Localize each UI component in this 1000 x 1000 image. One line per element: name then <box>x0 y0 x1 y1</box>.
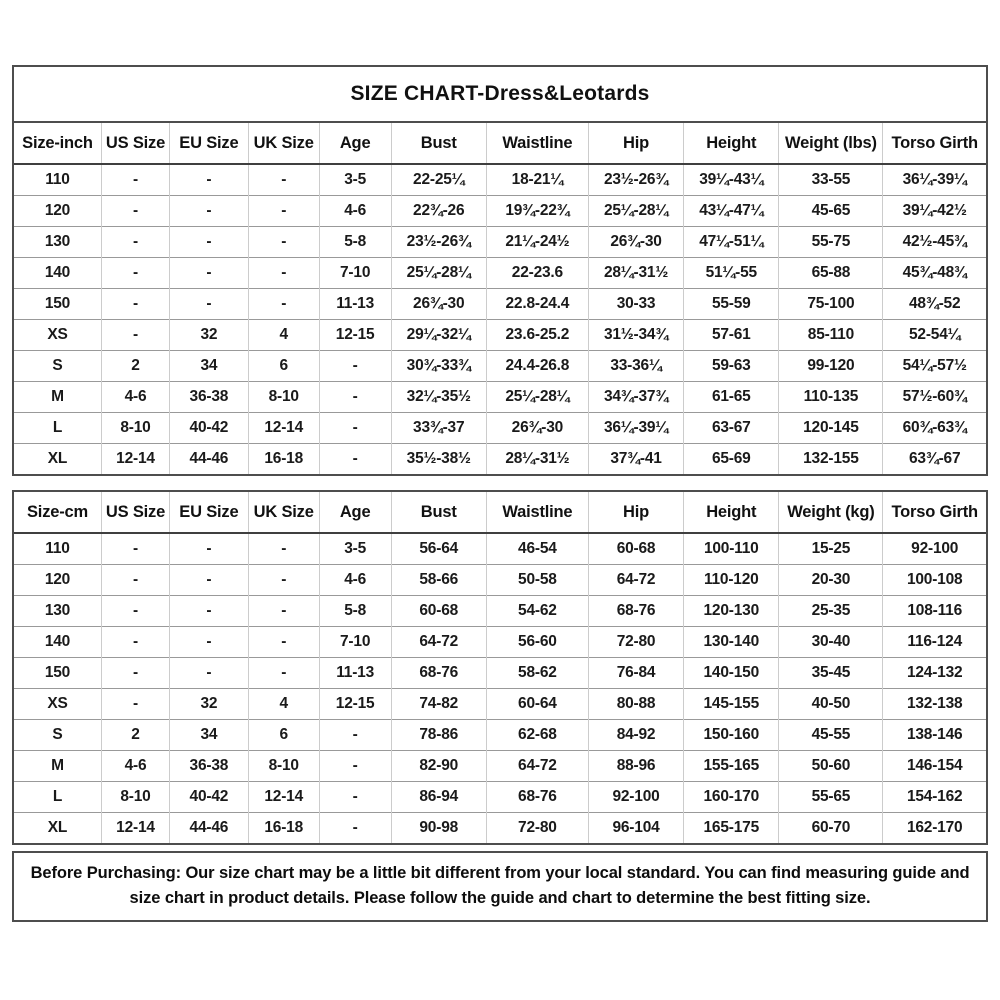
table-cell: 138-146 <box>883 720 986 751</box>
table-cell: 44-46 <box>170 813 249 844</box>
table-row <box>14 565 986 596</box>
table-cell: 165-175 <box>684 813 779 844</box>
table-cell: 34¾-37¾ <box>588 382 683 413</box>
table-cell: 90-98 <box>391 813 486 844</box>
table-cell: 6 <box>248 720 319 751</box>
size-table-cm <box>14 492 986 843</box>
table-row <box>14 751 986 782</box>
table-cell: 36-38 <box>170 751 249 782</box>
table-cell: 15-25 <box>779 533 883 565</box>
table-cell: 50-58 <box>486 565 588 596</box>
column-header: Size-cm <box>14 492 101 533</box>
table-cell: 88-96 <box>588 751 683 782</box>
table-cell: 140-150 <box>684 658 779 689</box>
table-cell: 12-14 <box>248 782 319 813</box>
purchase-note <box>12 851 988 922</box>
table-cell: 99-120 <box>779 351 883 382</box>
table-cell: 19¾-22¾ <box>486 196 588 227</box>
table-row <box>14 164 986 196</box>
table-cell: - <box>170 289 249 320</box>
table-cell: 63¾-67 <box>883 444 986 475</box>
table-cell: - <box>101 627 169 658</box>
table-cell: 110 <box>45 540 70 557</box>
table-cell: 24.4-26.8 <box>486 351 588 382</box>
table-cell: - <box>101 689 169 720</box>
table-cell: 33-55 <box>779 164 883 196</box>
table-cell: 44-46 <box>170 444 249 475</box>
table-row <box>14 258 986 289</box>
table-cell: - <box>101 289 169 320</box>
table-cell: 36¼-39¼ <box>883 164 986 196</box>
column-header: EU Size <box>170 123 249 164</box>
table-cell: 58-66 <box>391 565 486 596</box>
table-cell: 22-23.6 <box>486 258 588 289</box>
table-cell: - <box>101 258 169 289</box>
table-cell: 33¾-37 <box>391 413 486 444</box>
table-cell: 12-14 <box>248 413 319 444</box>
table-cell: 4-6 <box>101 382 169 413</box>
table-cell: 60-70 <box>779 813 883 844</box>
cm-table-box <box>12 490 988 845</box>
table-cell: 29¼-32¼ <box>391 320 486 351</box>
table-cell: 35½-38½ <box>391 444 486 475</box>
column-header: Bust <box>391 123 486 164</box>
table-cell: 84-92 <box>588 720 683 751</box>
table-cell: 42½-45¾ <box>883 227 986 258</box>
table-cell: 4 <box>248 320 319 351</box>
table-cell: - <box>248 533 319 565</box>
table-cell: 45¾-48¾ <box>883 258 986 289</box>
table-cell: 57-61 <box>684 320 779 351</box>
table-cell: 130 <box>14 227 101 258</box>
table-cell: 8-10 <box>101 413 169 444</box>
table-cell: 120-145 <box>779 413 883 444</box>
table-cell: 35-45 <box>779 658 883 689</box>
table-cell: L <box>14 782 101 813</box>
table-cell: 6 <box>248 351 319 382</box>
table-cell: 22-25¼ <box>391 164 486 196</box>
table-cell: 22¾-26 <box>391 196 486 227</box>
table-cell: 63-67 <box>684 413 779 444</box>
table-row <box>14 533 986 565</box>
table-cell: 26¾-30 <box>486 413 588 444</box>
table-cell: 140 <box>14 258 101 289</box>
table-cell: - <box>170 565 249 596</box>
table-cell: 43¼-47¼ <box>684 196 779 227</box>
table-cell: 54-62 <box>486 596 588 627</box>
table-row <box>14 444 986 475</box>
table-cell: 5-8 <box>319 596 391 627</box>
column-header: Height <box>684 492 779 533</box>
table-cell: 72-80 <box>588 627 683 658</box>
table-cell: 4-6 <box>319 565 391 596</box>
table-cell: 54¼-57½ <box>883 351 986 382</box>
table-cell: - <box>170 533 249 565</box>
table-cell: 16-18 <box>248 444 319 475</box>
table-cell: 3-5 <box>319 164 391 196</box>
table-cell: 60-64 <box>486 689 588 720</box>
table-cell: 120 <box>14 196 101 227</box>
table-cell: 60¾-63¾ <box>883 413 986 444</box>
table-cell: 85-110 <box>779 320 883 351</box>
column-header: Weight (kg) <box>779 492 883 533</box>
table-cell: 56-64 <box>391 533 486 565</box>
table-cell: 3-5 <box>319 533 391 565</box>
column-header: US Size <box>101 492 169 533</box>
table-cell: 132-138 <box>883 689 986 720</box>
table-cell: 39¼-43¼ <box>684 164 779 196</box>
table-cell: 25¼-28¼ <box>588 196 683 227</box>
table-cell: 52-54¼ <box>883 320 986 351</box>
table-cell: - <box>319 720 391 751</box>
table-cell: - <box>319 751 391 782</box>
table-cell: 23½-26¾ <box>391 227 486 258</box>
table-row <box>14 196 986 227</box>
table-cell: 62-68 <box>486 720 588 751</box>
table-cell: 61-65 <box>684 382 779 413</box>
table-cell: 75-100 <box>779 289 883 320</box>
purchase-note-text: Before Purchasing: Our size chart may be a little bit different from your local standard. You can find measuring guide and size chart in product details. Please follow the guide and chart to determine the best fitting size. <box>30 864 970 907</box>
table-cell: 146-154 <box>883 751 986 782</box>
column-header: US Size <box>101 123 169 164</box>
table-row <box>14 813 986 844</box>
table-cell: 28¼-31½ <box>588 258 683 289</box>
table-cell: 82-90 <box>391 751 486 782</box>
table-cell: 21¼-24½ <box>486 227 588 258</box>
table-cell: 150-160 <box>684 720 779 751</box>
table-cell: 64-72 <box>486 751 588 782</box>
column-header: Age <box>319 123 391 164</box>
column-header: Size-inch <box>14 123 101 164</box>
table-cell: 150 <box>14 289 101 320</box>
table-cell: 45-55 <box>779 720 883 751</box>
table-cell: 57½-60¾ <box>883 382 986 413</box>
table-cell: 55-59 <box>684 289 779 320</box>
column-header: Age <box>319 492 391 533</box>
table-row <box>14 689 986 720</box>
table-cell: - <box>170 196 249 227</box>
table-cell: - <box>101 565 169 596</box>
table-cell: 60-68 <box>588 533 683 565</box>
table-cell: 155-165 <box>684 751 779 782</box>
table-cell: 39¼-42½ <box>883 196 986 227</box>
table-cell: 60-68 <box>391 596 486 627</box>
table-cell: 11-13 <box>319 658 391 689</box>
table-cell: 48¾-52 <box>883 289 986 320</box>
table-cell: 7-10 <box>319 258 391 289</box>
table-cell: - <box>319 351 391 382</box>
table-cell: 120-130 <box>684 596 779 627</box>
table-cell: 2 <box>101 351 169 382</box>
table-cell: 68-76 <box>391 658 486 689</box>
column-header: Bust <box>391 492 486 533</box>
table-cell: 34 <box>170 351 249 382</box>
table-cell: 8-10 <box>248 751 319 782</box>
header-row <box>14 492 986 533</box>
table-cell: 4 <box>248 689 319 720</box>
table-cell: 76-84 <box>588 658 683 689</box>
table-cell: - <box>101 533 169 565</box>
table-cell: - <box>101 227 169 258</box>
table-cell: - <box>248 627 319 658</box>
table-cell: - <box>248 289 319 320</box>
table-cell: 26¾-30 <box>588 227 683 258</box>
table-cell: 150 <box>14 658 101 689</box>
column-header: Waistline <box>486 492 588 533</box>
table-cell: - <box>319 782 391 813</box>
table-cell: - <box>248 658 319 689</box>
table-cell: 55-65 <box>779 782 883 813</box>
table-cell: 12-14 <box>101 444 169 475</box>
table-cell: M <box>14 751 101 782</box>
table-cell: 64-72 <box>588 565 683 596</box>
table-cell: - <box>248 196 319 227</box>
table-row <box>14 658 986 689</box>
table-cell: 65-88 <box>779 258 883 289</box>
table-cell: M <box>14 382 101 413</box>
table-cell: 36-38 <box>170 382 249 413</box>
table-cell: 12-15 <box>319 320 391 351</box>
table-cell: 4-6 <box>101 751 169 782</box>
table-cell: 92-100 <box>883 533 986 565</box>
table-cell: 110 <box>45 171 70 188</box>
table-cell: - <box>248 565 319 596</box>
table-cell: 72-80 <box>486 813 588 844</box>
table-cell: XS <box>14 320 101 351</box>
table-row <box>14 782 986 813</box>
table-cell: 50-60 <box>779 751 883 782</box>
table-cell: 47¼-51¼ <box>684 227 779 258</box>
table-cell: 140 <box>14 627 101 658</box>
table-cell: 23.6-25.2 <box>486 320 588 351</box>
table-cell: 65-69 <box>684 444 779 475</box>
table-cell: 110-135 <box>779 382 883 413</box>
table-cell: 8-10 <box>101 782 169 813</box>
table-cell: 5-8 <box>319 227 391 258</box>
column-header: Waistline <box>486 123 588 164</box>
column-header: Weight (lbs) <box>779 123 883 164</box>
table-cell: 92-100 <box>588 782 683 813</box>
table-cell: 2 <box>101 720 169 751</box>
table-cell: - <box>248 227 319 258</box>
column-header: UK Size <box>248 492 319 533</box>
table-cell: 162-170 <box>883 813 986 844</box>
column-header: Torso Girth <box>883 492 986 533</box>
table-cell: 11-13 <box>319 289 391 320</box>
table-cell: - <box>101 658 169 689</box>
table-cell: 132-155 <box>779 444 883 475</box>
table-cell: 145-155 <box>684 689 779 720</box>
table-cell: - <box>170 164 249 196</box>
column-header: Hip <box>588 123 683 164</box>
table-cell: 108-116 <box>883 596 986 627</box>
table-cell: - <box>319 413 391 444</box>
table-cell: 4-6 <box>319 196 391 227</box>
table-cell: 28¼-31½ <box>486 444 588 475</box>
table-row <box>14 413 986 444</box>
table-cell: 25¼-28¼ <box>391 258 486 289</box>
table-cell: - <box>101 196 169 227</box>
size-chart-container <box>12 65 988 922</box>
page-title: SIZE CHART-Dress&Leotards <box>14 67 986 123</box>
table-cell: 56-60 <box>486 627 588 658</box>
table-cell: 32 <box>170 689 249 720</box>
table-cell: 25¼-28¼ <box>486 382 588 413</box>
table-cell: XS <box>14 689 101 720</box>
table-cell: 124-132 <box>883 658 986 689</box>
table-cell: 25-35 <box>779 596 883 627</box>
table-cell: - <box>101 164 169 196</box>
table-cell: - <box>248 596 319 627</box>
table-cell: 74-82 <box>391 689 486 720</box>
table-cell: XL <box>14 813 101 844</box>
table-cell: 110-120 <box>684 565 779 596</box>
table-cell: 86-94 <box>391 782 486 813</box>
table-cell: - <box>319 444 391 475</box>
table-cell: 7-10 <box>319 627 391 658</box>
table-cell: 78-86 <box>391 720 486 751</box>
table-cell: - <box>101 320 169 351</box>
table-row <box>14 720 986 751</box>
table-cell: 130-140 <box>684 627 779 658</box>
table-cell: - <box>170 596 249 627</box>
table-cell: 18-21¼ <box>486 164 588 196</box>
table-cell: 32¼-35½ <box>391 382 486 413</box>
table-cell: 30-33 <box>588 289 683 320</box>
table-cell: 80-88 <box>588 689 683 720</box>
table-cell: 100-108 <box>883 565 986 596</box>
table-cell: 96-104 <box>588 813 683 844</box>
header-row <box>14 123 986 164</box>
table-row <box>14 320 986 351</box>
table-row <box>14 351 986 382</box>
table-cell: 8-10 <box>248 382 319 413</box>
table-cell: 116-124 <box>883 627 986 658</box>
table-cell: 58-62 <box>486 658 588 689</box>
table-cell: 36¼-39¼ <box>588 413 683 444</box>
table-cell: 154-162 <box>883 782 986 813</box>
column-header: EU Size <box>170 492 249 533</box>
table-row <box>14 627 986 658</box>
table-cell: 59-63 <box>684 351 779 382</box>
table-row <box>14 382 986 413</box>
table-cell: 40-50 <box>779 689 883 720</box>
table-cell: 16-18 <box>248 813 319 844</box>
table-cell: 120 <box>14 565 101 596</box>
table-cell: - <box>170 227 249 258</box>
table-cell: 45-65 <box>779 196 883 227</box>
column-header: Height <box>684 123 779 164</box>
table-cell: 68-76 <box>588 596 683 627</box>
table-cell: 31½-34¾ <box>588 320 683 351</box>
table-cell: L <box>14 413 101 444</box>
table-cell: XL <box>14 444 101 475</box>
table-cell: 30¾-33¾ <box>391 351 486 382</box>
table-cell: 20-30 <box>779 565 883 596</box>
table-cell: - <box>170 627 249 658</box>
table-cell: - <box>319 382 391 413</box>
table-row <box>14 227 986 258</box>
table-cell: 40-42 <box>170 413 249 444</box>
table-row <box>14 289 986 320</box>
table-cell: S <box>14 720 101 751</box>
column-header: Torso Girth <box>883 123 986 164</box>
table-cell: 64-72 <box>391 627 486 658</box>
table-cell: 55-75 <box>779 227 883 258</box>
table-cell: 30-40 <box>779 627 883 658</box>
table-cell: - <box>101 596 169 627</box>
table-cell: 34 <box>170 720 249 751</box>
table-cell: 51¼-55 <box>684 258 779 289</box>
table-cell: 32 <box>170 320 249 351</box>
column-header: UK Size <box>248 123 319 164</box>
table-cell: 22.8-24.4 <box>486 289 588 320</box>
table-cell: 12-15 <box>319 689 391 720</box>
size-table-inch <box>14 123 986 474</box>
table-cell: 68-76 <box>486 782 588 813</box>
table-cell: 46-54 <box>486 533 588 565</box>
table-cell: - <box>319 813 391 844</box>
table-cell: 40-42 <box>170 782 249 813</box>
table-cell: - <box>248 164 319 196</box>
table-cell: S <box>14 351 101 382</box>
table-cell: 100-110 <box>684 533 779 565</box>
table-cell: - <box>170 258 249 289</box>
inch-table-box <box>12 65 988 476</box>
table-row <box>14 596 986 627</box>
table-cell: - <box>170 658 249 689</box>
table-cell: 130 <box>14 596 101 627</box>
table-cell: 160-170 <box>684 782 779 813</box>
table-cell: 33-36¼ <box>588 351 683 382</box>
table-cell: - <box>248 258 319 289</box>
table-cell: 12-14 <box>101 813 169 844</box>
table-cell: 37¾-41 <box>588 444 683 475</box>
table-cell: 23½-26¾ <box>588 164 683 196</box>
column-header: Hip <box>588 492 683 533</box>
table-cell: 26¾-30 <box>391 289 486 320</box>
